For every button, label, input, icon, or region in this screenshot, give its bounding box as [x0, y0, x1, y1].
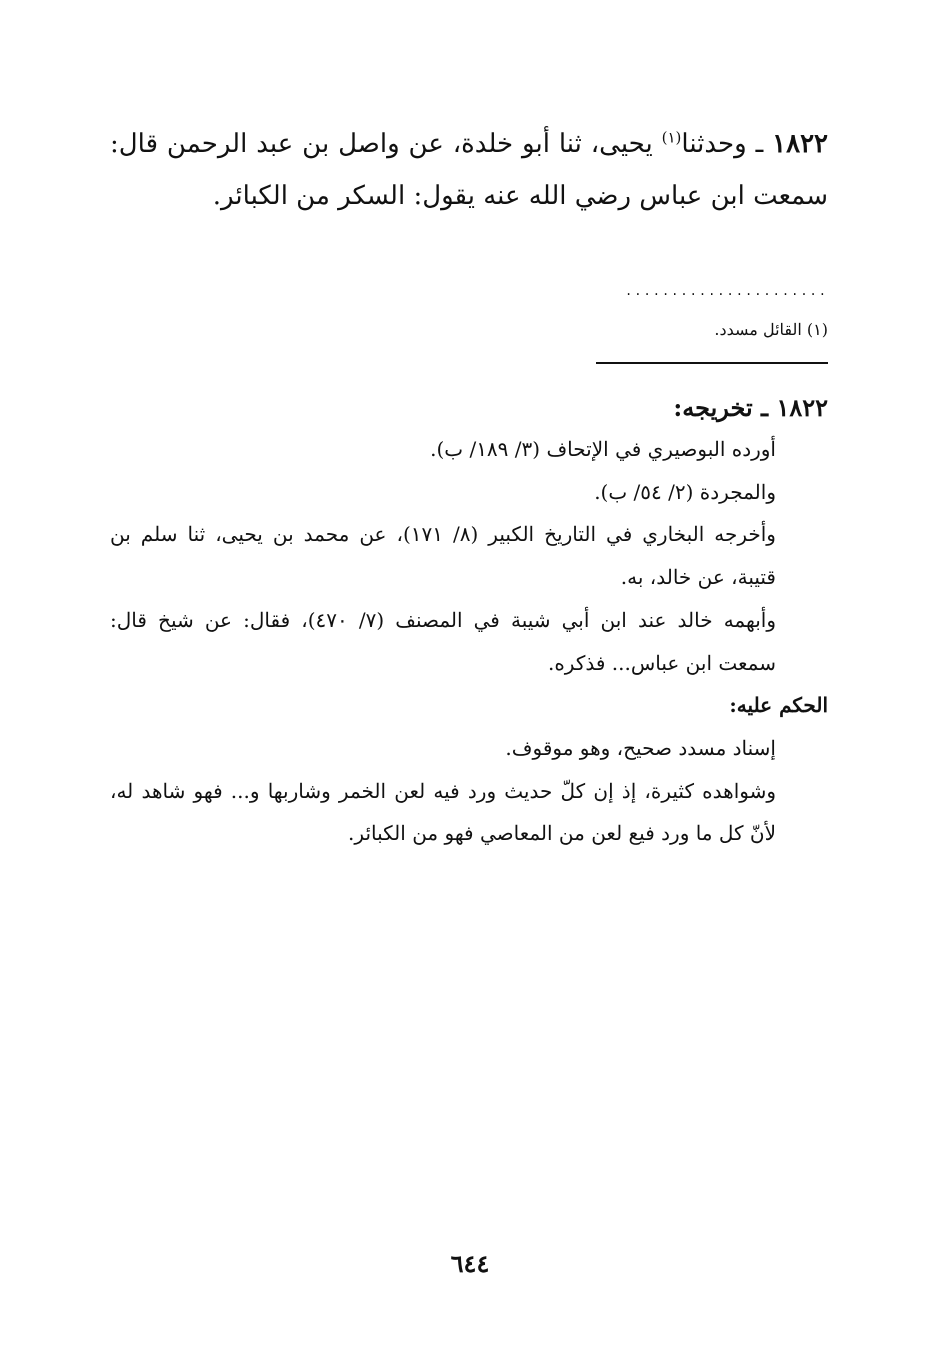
hadith-text: [110, 118, 828, 222]
takhrij-body: [110, 428, 828, 855]
footnote-mark: (١): [806, 320, 828, 339]
footnote-reference: (١): [661, 128, 682, 147]
hukm-paragraph: إسناد مسدد صحيح، وهو موقوف.: [505, 735, 776, 760]
footnote-text: القائل مسدد.: [714, 320, 802, 339]
horizontal-rule: [596, 362, 828, 364]
hadith-text-rest: يحيى، ثنا أبو خلدة، عن واصل بن عبد الرحمن قال: سمعت ابن عباس رضي الله عنه يقول: السكر من الكبائر.: [110, 129, 828, 211]
takhrij-paragraph: وأبهمه خالد عند ابن أبي شيبة في المصنف (٧/ ٤٧٠)، فقال: عن شيخ قال: سمعت ابن عباس... فذكره.: [110, 607, 776, 675]
dotted-separator: ......................: [625, 284, 828, 298]
page-number: ٦٤٤: [450, 1249, 490, 1278]
hadith-number: ١٨٢٢: [772, 129, 829, 159]
takhrij-paragraph: أورده البوصيري في الإتحاف (٣/ ١٨٩/ ب).: [430, 437, 776, 461]
footnote: [500, 316, 828, 344]
hadith-text-start: ـ وحدثنا: [681, 129, 764, 159]
takhrij-paragraph: والمجردة (٢/ ٥٤/ ب).: [594, 479, 776, 504]
hukm-heading: الحكم عليه:: [729, 693, 828, 718]
hukm-paragraph: وشواهده كثيرة، إذ إن كلّ حديث ورد فيه لعن الخمر وشاربها و... فهو شاهد له، لأنّ كل ما ورد فيع لعن من المعاصي فهو من الكبائر.: [110, 778, 776, 846]
takhrij-paragraph: وأخرجه البخاري في التاريخ الكبير (٨/ ١٧١)، عن محمد بن يحيى، ثنا سلم بن قتيبة، عن خالد، به.: [110, 522, 776, 590]
takhrij-heading: ١٨٢٢ ـ تخريجه:: [673, 393, 828, 422]
